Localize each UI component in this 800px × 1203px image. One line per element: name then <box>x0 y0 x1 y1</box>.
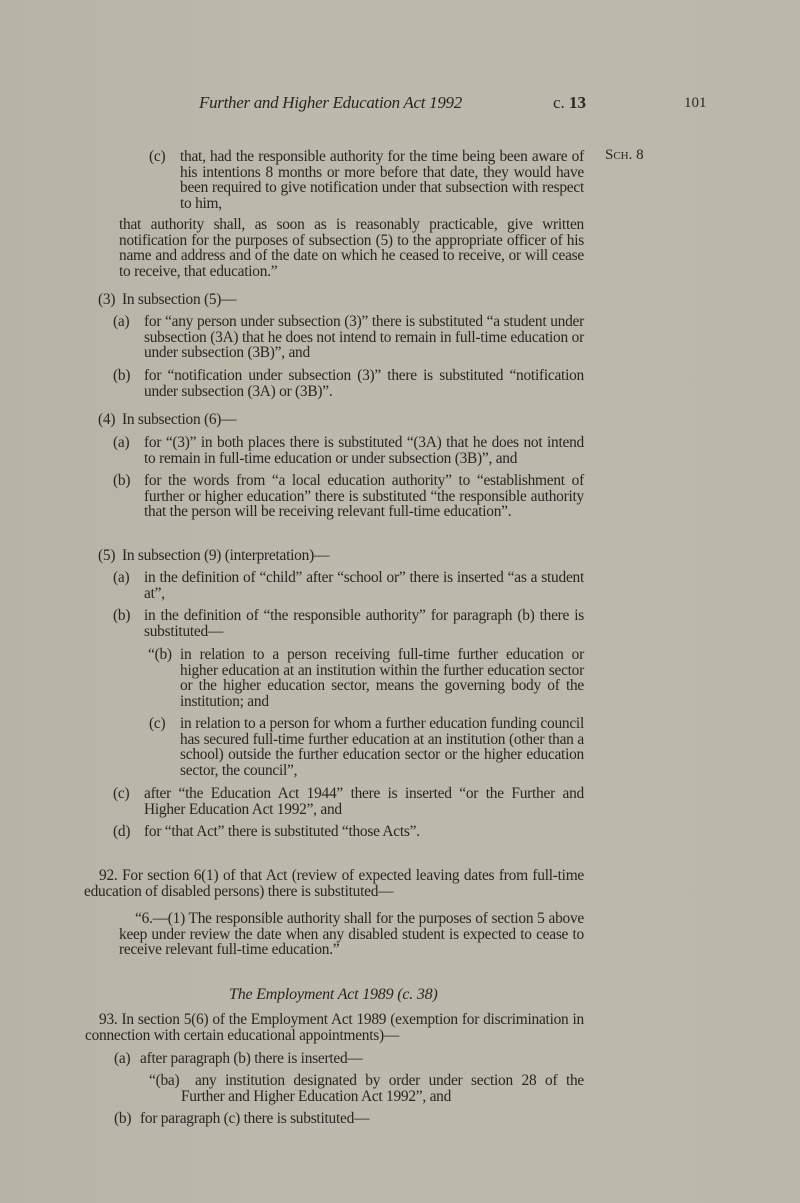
cross-heading-employment-act: The Employment Act 1989 (c. 38) <box>229 986 438 1003</box>
subsection-5-b <box>113 607 584 640</box>
clause-text: in relation to a person for whom a further education funding council has secured full-time further education at an institution (other than a school) outside the further education sector or the higher education sector, the council”, <box>180 715 584 779</box>
subsection-4 <box>98 411 584 428</box>
subsection-5-c <box>113 785 584 818</box>
clause-text: after “the Education Act 1944” there is inserted “or the Further and Higher Education Act 1992”, and <box>144 785 584 818</box>
clause-label: (d) <box>113 823 131 840</box>
quoted-paragraph-ba <box>149 1072 584 1105</box>
subsection-3-a <box>113 313 584 362</box>
clause-text: that, had the responsible authority for the time being been aware of his intentions 8 months or more before that date, they would have been required to give notification under that subsection with respect to him, <box>180 148 584 212</box>
clause-label: (c) <box>149 148 166 165</box>
section-93-a <box>114 1050 584 1067</box>
paragraph-that-authority: that authority shall, as soon as is reasonably practicable, give written notification for the purposes of subsection (5) to the appropriate officer of his name and address and of the date on which he ceased to receive, or will cease to receive, that education.” <box>119 216 584 280</box>
margin-note-schedule: Sch. 8 <box>605 147 644 163</box>
chapter-prefix: c. <box>553 93 565 112</box>
clause-text: for “(3)” in both places there is substituted “(3A) that he does not intend to remain in full-time education or under subsection (3B)”, and <box>144 434 584 467</box>
subsection-3-b <box>113 367 584 400</box>
quoted-paragraph-c <box>149 715 584 779</box>
clause-label: (c) <box>113 785 130 802</box>
subsection-4-b <box>113 472 584 521</box>
subsection-label: (3) <box>98 291 116 308</box>
clause-text: after paragraph (b) there is inserted— <box>140 1050 363 1067</box>
clause-text: for the words from “a local education authority” to “establishment of further or higher education” there is substituted “the responsible authority that the person will be receiving relevant full-time education”. <box>144 472 584 521</box>
subsection-label: (4) <box>98 411 116 428</box>
clause-label: (c) <box>149 715 166 732</box>
running-header-title: Further and Higher Education Act 1992 <box>199 93 462 112</box>
clause-c <box>149 148 584 212</box>
section-92: 92. For section 6(1) of that Act (review of expected leaving dates from full-time education of disabled persons) there is substituted— <box>84 867 584 900</box>
section-93: 93. In section 5(6) of the Employment Act 1989 (exemption for discrimination in connection with certain educational appointments)— <box>85 1011 584 1044</box>
clause-text: in the definition of “the responsible authority” for paragraph (b) there is substituted— <box>144 607 584 640</box>
subsection-5 <box>98 547 584 564</box>
clause-label: (a) <box>113 569 130 586</box>
clause-text: for paragraph (c) there is substituted— <box>140 1110 370 1127</box>
clause-text: in relation to a person receiving full-time further education or higher education at an institution within the further education sector or the higher education sector, means the governing body of the institution; and <box>180 646 584 710</box>
chapter-reference <box>553 94 586 112</box>
clause-text: any institution designated by order under section 28 of the Further and Higher Education Act 1992”, and <box>181 1072 584 1105</box>
clause-text: for “that Act” there is substituted “those Acts”. <box>144 823 420 840</box>
subsection-label: (5) <box>98 547 116 564</box>
quoted-paragraph-b <box>148 646 584 710</box>
subsection-4-a <box>113 434 584 467</box>
clause-label: (b) <box>113 607 131 624</box>
clause-label: (b) <box>113 472 131 489</box>
clause-text: in the definition of “child” after “school or” there is inserted “as a student at”, <box>144 569 584 602</box>
subsection-5-d <box>113 823 584 840</box>
clause-label: (b) <box>114 1110 132 1127</box>
subsection-3 <box>98 291 584 308</box>
clause-label: (a) <box>113 313 130 330</box>
clause-label: “(ba) <box>149 1072 180 1089</box>
clause-label: “(b) <box>148 646 172 663</box>
page-number: 101 <box>684 95 707 111</box>
clause-text: for “notification under subsection (3)” there is substituted “notification under subsection (3A) or (3B)”. <box>144 367 584 400</box>
subsection-text: In subsection (5)— <box>122 291 237 308</box>
section-93-b <box>114 1110 584 1127</box>
quoted-section-6-1: “6.—(1) The responsible authority shall for the purposes of section 5 above keep under review the date when any disabled student is expected to cease to receive relevant full-time education.” <box>119 910 584 959</box>
subsection-5-a <box>113 569 584 602</box>
subsection-text: In subsection (9) (interpretation)— <box>122 547 330 564</box>
chapter-number: 13 <box>569 93 587 112</box>
subsection-text: In subsection (6)— <box>122 411 237 428</box>
clause-label: (b) <box>113 367 131 384</box>
clause-label: (a) <box>113 434 130 451</box>
clause-label: (a) <box>114 1050 131 1067</box>
clause-text: for “any person under subsection (3)” there is substituted “a student under subsection (3A) that he does not intend to remain in full-time education or under subsection (3B)”, and <box>144 313 584 362</box>
